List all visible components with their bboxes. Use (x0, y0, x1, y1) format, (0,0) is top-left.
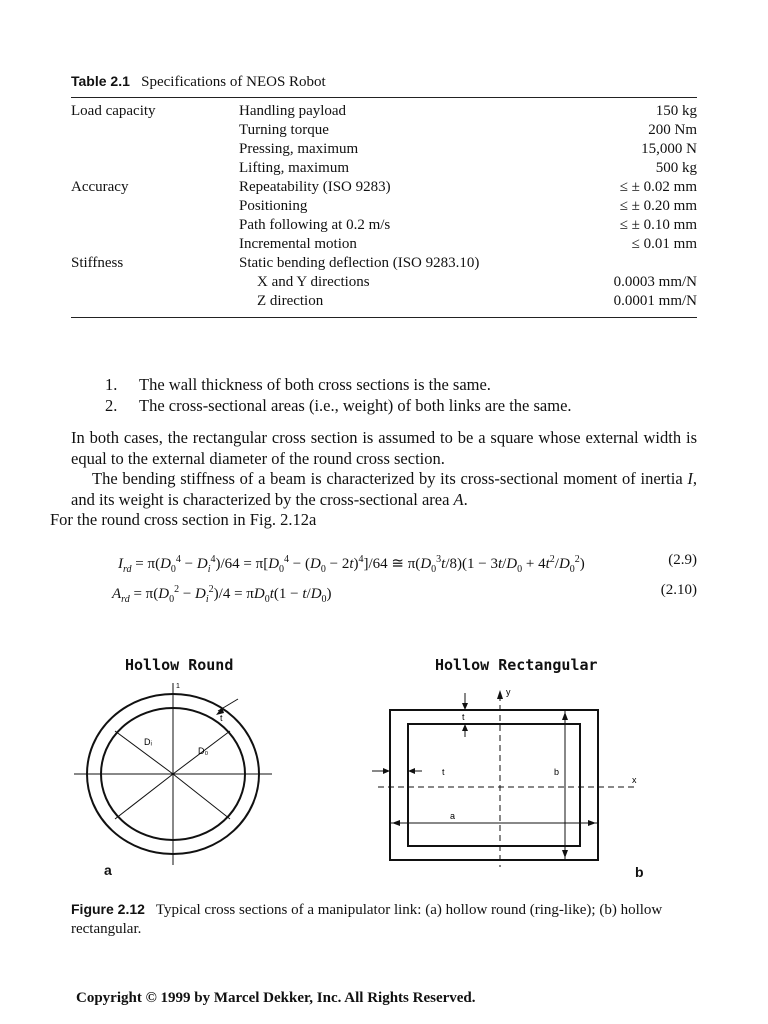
table-row (71, 159, 697, 178)
table-row (71, 235, 697, 254)
paragraph-2-text-b: , and its weight is characterized by the cross-sectional area (71, 469, 697, 509)
table-cell-category (71, 121, 239, 140)
table-cell-value (579, 254, 697, 273)
table-cell-value: 200 Nm (648, 122, 697, 138)
paragraph-2 (50, 469, 697, 531)
table-cell-category (71, 292, 239, 311)
figure-letter-b: b (635, 864, 644, 880)
label-b: b (554, 767, 560, 777)
table-cell-item: Repeatability (ISO 9283) (239, 179, 391, 195)
table-cell-item: X and Y directions (257, 274, 370, 290)
figure-title-round: Hollow Round (125, 656, 234, 674)
paragraph-1: In both cases, the rectangular cross section is assumed to be a square whose external width is equal to the external diameter of the round cross section. (71, 428, 697, 468)
paragraph-2-text-a: The bending stiffness of a beam is characterized by its cross-sectional moment of inertia (92, 469, 688, 488)
table-cell-value: 15,000 N (641, 141, 697, 157)
variable-I: I (687, 469, 693, 488)
hollow-round-diagram (74, 683, 272, 865)
label-x: x (632, 775, 637, 785)
list-number: 1. (105, 375, 118, 394)
equation-2-10: $A_{rd} = \pi(D_0^2 - D_i^2)/4 = \pi D_0t(1 - t/D_0)$ (112, 584, 332, 605)
label-do: D₀ (198, 746, 209, 756)
table-row (71, 140, 697, 159)
label-axis-round: 1 (176, 683, 180, 690)
list-text: The cross-sectional areas (i.e., weight) of both links are the same. (139, 396, 572, 415)
table-cell-item: Positioning (239, 198, 308, 214)
copyright-notice: Copyright © 1999 by Marcel Dekker, Inc. All Rights Reserved. (76, 990, 476, 1006)
variable-A: A (453, 489, 464, 509)
table-row (71, 102, 697, 121)
label-t-top: t (462, 712, 465, 722)
table-cell-category (71, 235, 239, 254)
table-cell-item: Z direction (257, 293, 324, 309)
table-cell-value: 150 kg (655, 103, 697, 119)
table-bottom-rule (71, 317, 697, 318)
list-text: The wall thickness of both cross sections is the same. (139, 375, 491, 394)
table-cell-value: 0.0001 mm/N (613, 293, 697, 309)
table-cell-item: Static bending deflection (ISO 9283.10) (239, 255, 480, 271)
label-a: a (450, 811, 456, 821)
table-cell-category: Accuracy (71, 179, 129, 195)
equation-number: (2.9) (668, 552, 697, 568)
inner-rect (408, 724, 580, 846)
equation-number: (2.10) (660, 582, 697, 598)
table-cell-item: Incremental motion (239, 236, 357, 252)
figure-caption (71, 900, 699, 939)
figure-caption-label: Figure 2.12 (71, 901, 145, 917)
table-cell-item: Lifting, maximum (239, 160, 349, 176)
outer-rect (390, 710, 598, 860)
table-title-text: Specifications of NEOS Robot (141, 74, 326, 90)
table-cell-category: Load capacity (71, 103, 156, 119)
table-cell-category (71, 159, 239, 178)
do-radius-lower (173, 774, 230, 819)
table-cell-value: ≤ ± 0.20 mm (619, 198, 697, 214)
figure-letter-a: a (104, 862, 112, 878)
label-y: y (506, 687, 511, 697)
table-cell-value: ≤ ± 0.10 mm (619, 217, 697, 233)
list-item (105, 375, 491, 396)
label-t-round: t (220, 713, 223, 723)
figure-drawing (60, 675, 710, 875)
hollow-rectangular-diagram (372, 687, 637, 867)
table-title (71, 73, 326, 91)
label-t-side: t (442, 767, 445, 777)
paragraph-2-text-c: . (463, 489, 468, 509)
table-cell-category (71, 216, 239, 235)
table-cell-item: Turning torque (239, 122, 329, 138)
table-row (71, 216, 697, 235)
table-cell-category (71, 273, 239, 292)
table-row (71, 178, 697, 197)
list-number: 2. (105, 396, 118, 415)
table-cell-item: Handling payload (239, 103, 347, 119)
figure-title-rectangular: Hollow Rectangular (435, 656, 598, 674)
table-cell-value: 0.0003 mm/N (613, 274, 697, 290)
label-di: Dᵢ (144, 737, 152, 747)
table-cell-category: Stiffness (71, 255, 124, 271)
paragraph-2-text-d: For the round cross section in Fig. 2.12a (50, 510, 317, 529)
table-cell-value: ≤ ± 0.02 mm (619, 179, 697, 195)
table-row (71, 254, 697, 273)
equation-2-9: $I_{rd} = \pi(D_0^4 - D_i^4)/64 = \pi[D_0^4 - (D_0 - 2t)^4]/64$ ≅ $\pi(D_0^3t/8)(1 - 3t/D_0 + 4t^2/D_0^2)$ (118, 554, 585, 575)
table-cell-item: Pressing, maximum (239, 141, 359, 157)
table-row (71, 292, 697, 311)
table-cell-category (71, 140, 239, 159)
table-cell-category (71, 197, 239, 216)
figure-caption-text: Typical cross sections of a manipulator link: (a) hollow round (ring-like); (b) hollow rectangular. (71, 902, 663, 937)
table-cell-value: ≤ 0.01 mm (631, 236, 697, 252)
table-row (71, 121, 697, 140)
di-radius-lower (115, 774, 173, 819)
table-top-rule (71, 97, 697, 98)
table-label: Table 2.1 (71, 73, 130, 89)
table-row (71, 197, 697, 216)
table-cell-value: 500 kg (655, 160, 697, 176)
table-cell-item: Path following at 0.2 m/s (239, 217, 391, 233)
spec-table (71, 102, 697, 311)
table-row (71, 273, 697, 292)
list-item (105, 396, 572, 417)
